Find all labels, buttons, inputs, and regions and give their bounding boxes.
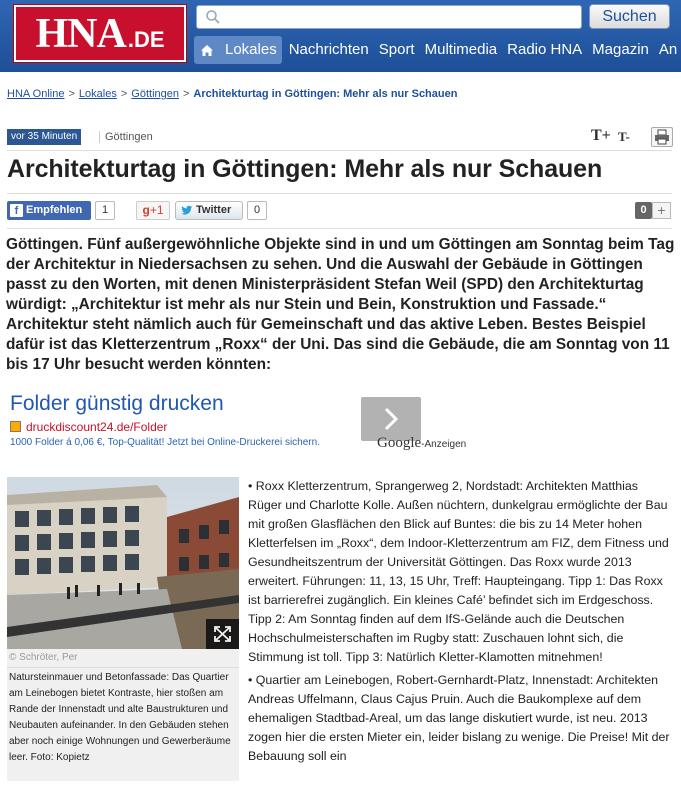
expand-image-button[interactable]: [206, 619, 239, 649]
twitter-button[interactable]: [175, 201, 243, 220]
article-photo[interactable]: [7, 477, 239, 649]
article-meta: [7, 129, 672, 147]
breadcrumb-link-home[interactable]: HNA Online: [7, 88, 65, 100]
breadcrumb-separator: >: [120, 88, 128, 100]
breadcrumb: [7, 88, 457, 100]
add-comment-button[interactable]: +: [652, 202, 671, 219]
comment-count[interactable]: 0: [635, 202, 652, 219]
article-paragraph: • Roxx Kletterzentrum, Sprangerweg 2, Nordstadt: Architekten Matthias Rüger und Charlotte Kolle. Außen nüchtern, dunkelgrau ermöglichte der Bau mit großen Glasflächen den Blick auf Buntes: die bis zu 14 Meter hohen Kletterfelsen im „Roxx“, dem Indoor-Kletterzentrum am FIZ, dem Fitness und Gesundheitszentrum der Universität Göttingen. Das Roxx wurde 2013 erweitert. Führungen: 11, 13, 15 Uhr, Treff: Haupteingang. Tipp 1: Das Roxx ist barrierefrei zugänglich. Ein kleines Café’ befindet sich im Erdgeschoss. Tipp 2: Am Sonntag finden auf dem IfS-Gelände auch die Deutschen Hochschulmeisterschaften im Rugby statt: Zuschauen lohnt sich, die Stimmung ist toll. Tipp 3: Natürlich Kletter-Klamotten mitnehmen!: [248, 479, 669, 664]
ad-description[interactable]: 1000 Folder á 0,06 €, Top-Qualität! Jetzt bei Online-Druckerei sichern.: [10, 437, 320, 448]
google-plus-label: +1: [149, 203, 164, 217]
ad-favicon-icon: [10, 421, 21, 432]
nav-sport[interactable]: Sport: [378, 41, 415, 58]
facebook-like-button[interactable]: [7, 201, 91, 220]
facebook-like-label: Empfehlen: [26, 204, 83, 216]
google-ads-label[interactable]: [377, 434, 466, 452]
home-button[interactable]: [194, 36, 220, 64]
logo-suffix: .DE: [127, 26, 165, 52]
divider: [7, 228, 672, 229]
font-larger-button[interactable]: T+: [591, 127, 611, 144]
ad-url[interactable]: druckdiscount24.de/Folder: [26, 420, 168, 434]
search-icon: [205, 9, 221, 25]
print-icon: [652, 128, 672, 146]
location-label: Göttingen: [99, 131, 153, 143]
nav-radio-hna[interactable]: Radio HNA: [507, 41, 583, 58]
print-button[interactable]: [651, 127, 673, 147]
logo-text: HNA: [35, 10, 126, 57]
facebook-icon: f: [10, 204, 23, 217]
google-ad: [10, 392, 480, 454]
google-plus-button[interactable]: [136, 201, 170, 220]
breadcrumb-separator: >: [68, 88, 75, 100]
breadcrumb-link-lokales[interactable]: Lokales: [78, 88, 117, 100]
time-badge: vor 35 Minuten: [7, 129, 81, 145]
photo-credit: © Schröter, Per: [9, 652, 78, 663]
google-plus-icon: g: [142, 203, 150, 217]
nav-multimedia[interactable]: Multimedia: [424, 41, 498, 58]
divider: [7, 667, 239, 668]
nav-anzeigen[interactable]: An: [658, 41, 678, 58]
divider: [7, 193, 672, 194]
article-paragraph: • Quartier am Leinebogen, Robert-Gernhardt-Platz, Innenstadt: Architekten Andreas Uffelmann, Claus Cajus Pruin. Auch die Baukomplexe auf dem ehemaligen Stadtbad-Areal, um das lange diskutiert wurde, ist neu. 2013 zogen hier die ersten Mieter ein, leider bislang zu wenige. Die Preise! Mit der Bebauung soll ein: [248, 673, 670, 763]
nav-lokales[interactable]: Lokales: [220, 36, 282, 64]
font-smaller-button[interactable]: T-: [618, 129, 630, 144]
social-bar: [7, 200, 672, 222]
article-body: [248, 477, 673, 770]
search-button[interactable]: Suchen: [589, 4, 670, 29]
breadcrumb-current[interactable]: Architekturtag in Göttingen: Mehr als nur Schauen: [193, 88, 458, 100]
main-nav: [194, 36, 681, 64]
divider: [7, 150, 672, 151]
hna-logo[interactable]: [14, 5, 186, 62]
twitter-count: 0: [247, 201, 267, 220]
photo-caption-box: [7, 649, 239, 781]
google-logo: Google: [377, 435, 422, 451]
breadcrumb-separator: >: [182, 88, 190, 100]
ads-label: -Anzeigen: [421, 439, 467, 450]
building-photo: [7, 477, 239, 649]
twitter-icon: [180, 204, 193, 217]
nav-magazin[interactable]: Magazin: [592, 41, 649, 58]
breadcrumb-link-goettingen[interactable]: Göttingen: [131, 88, 179, 100]
facebook-count: 1: [95, 201, 115, 220]
site-header: [0, 0, 681, 72]
expand-icon: [206, 619, 239, 649]
search-input[interactable]: [196, 5, 582, 29]
ad-title[interactable]: Folder günstig drucken: [10, 392, 224, 415]
photo-caption: Natursteinmauer und Betonfassade: Das Quartier am Leinebogen bietet Kontraste, hier stoßen am Rande der Innenstadt und alte Baustrukturen und Neubauten aufeinander. In den Gebäuden stehen aber noch einige Wohnungen und Gewerberäume leer. Foto: Kopietz: [9, 672, 231, 763]
nav-nachrichten[interactable]: Nachrichten: [288, 41, 369, 58]
twitter-label: Twitter: [196, 204, 232, 216]
home-icon: [200, 44, 214, 57]
article-lead: Göttingen. Fünf außergewöhnliche Objekte sind in und um Göttingen am Sonntag beim Tag der Architektur in Niedersachsen zu sehen. Und die Auswahl der Gebäude in Göttingen passt zu den Worten, mit denen Ministerpräsident Stefan Weil (SPD) den Architekturtag würdigt: „Architektur ist mehr als nur Stein und Bein, Konstruktion und Fassade.“ Architektur steht nämlich auch für Gemeinschaft und das aktive Leben. Bestes Beispiel dafür ist das Kletterzentrum „Roxx“ der Uni. Das sind die Gebäude, die am Sonntag von 11 bis 17 Uhr besucht werden könnten:: [6, 236, 675, 373]
page-title: Architekturtag in Göttingen: Mehr als nur Schauen: [7, 155, 603, 183]
